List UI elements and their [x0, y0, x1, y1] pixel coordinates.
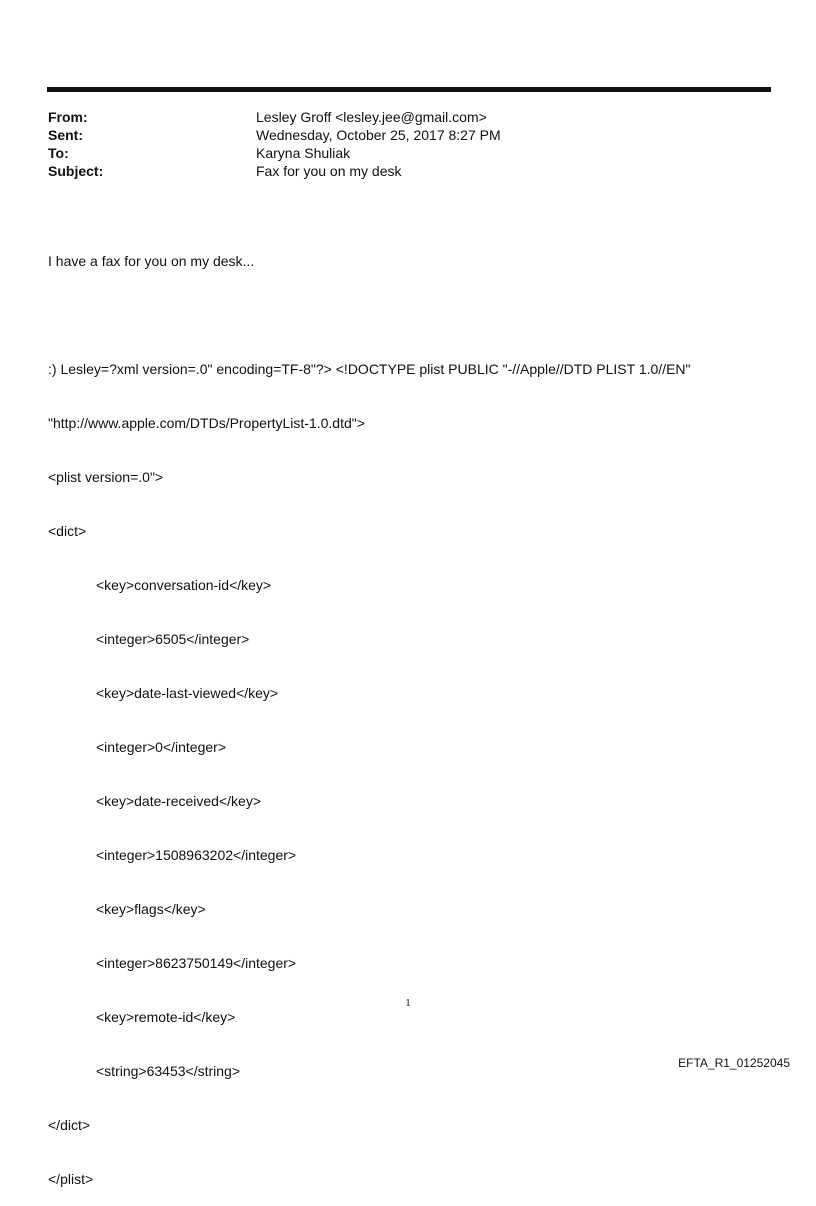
plist-close-line: </plist> [48, 1171, 94, 1187]
sent-row [48, 126, 768, 144]
plist-entry: <key>conversation-id</key> [96, 577, 272, 593]
dict-open-line: <dict> [48, 523, 87, 539]
subject-label: Subject: [48, 163, 104, 179]
plist-entry: <integer>6505</integer> [96, 631, 250, 647]
dict-close-line: </dict> [48, 1117, 91, 1133]
page-number: 1 [405, 997, 411, 1009]
plist-open-line: <plist version=.0"> [48, 469, 164, 485]
xml-declaration-line: :) Lesley=?xml version=.0" encoding=TF-8"?> <!DOCTYPE plist PUBLIC "-//Apple//DTD PLIST 1.0//EN" [48, 361, 691, 377]
plist-entry: <key>remote-id</key> [96, 1009, 236, 1025]
from-label: From: [48, 109, 88, 125]
plist-entry: <key>date-last-viewed</key> [96, 685, 279, 701]
plist-entry: <key>date-received</key> [96, 793, 261, 809]
plist-entry: <integer>1508963202</integer> [96, 847, 297, 863]
plist-entry: <integer>0</integer> [96, 739, 226, 755]
plist-entry: <string>63453</string> [96, 1063, 240, 1079]
to-value: Karyna Shuliak [256, 145, 351, 161]
to-label: To: [48, 145, 69, 161]
sent-label: Sent: [48, 127, 83, 143]
from-row [48, 108, 768, 126]
plist-entry: <key>flags</key> [96, 901, 206, 917]
sent-value: Wednesday, October 25, 2017 8:27 PM [256, 127, 501, 143]
to-row [48, 144, 768, 162]
email-body [48, 216, 768, 1206]
subject-row [48, 162, 768, 180]
bates-number: EFTA_R1_01252045 [678, 1056, 790, 1070]
from-value: Lesley Groff <lesley.jee@gmail.com> [256, 109, 487, 125]
blank-line [48, 306, 768, 324]
header-rule [47, 87, 771, 92]
plist-entry: <integer>8623750149</integer> [96, 955, 297, 971]
doctype-url-line: "http://www.apple.com/DTDs/PropertyList-1.0.dtd"> [48, 415, 365, 431]
intro-line: I have a fax for you on my desk... [48, 253, 255, 269]
subject-value: Fax for you on my desk [256, 163, 402, 179]
